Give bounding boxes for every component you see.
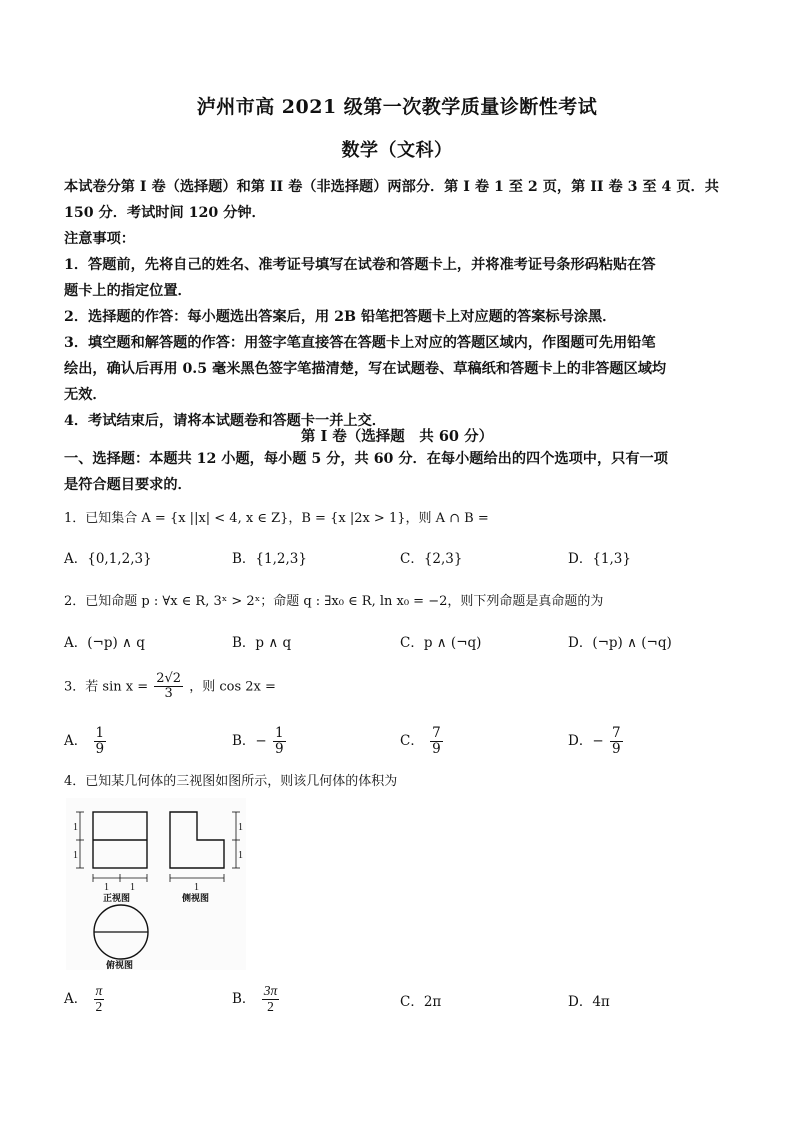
notice-item-3-cont: 绘出，确认后再用 0.5 毫米黑色签字笔描清楚，写在试题卷、草稿纸和答题卡上的非答题区域均	[64, 361, 667, 377]
intro-line: 本试卷分第 I 卷（选择题）和第 II 卷（非选择题）两部分．第 I 卷 1 至 2 页，第 II 卷 3 至 4 页．共	[64, 179, 719, 195]
q2-option-c: C．p ∧ (¬q)	[400, 635, 482, 651]
intro-text	[64, 174, 734, 434]
q4-option-a	[64, 984, 106, 1015]
section-title: 第 I 卷（选择题 共 60 分）	[300, 428, 494, 445]
top-view-label: 俯视图	[106, 961, 134, 970]
q4-option-b	[232, 984, 281, 1015]
question-1-stem: 1．已知集合 A = {x ||x| < 4, x ∈ Z}，B = {x |2x > 1}，则 A ∩ B =	[64, 511, 489, 526]
q1-option-b: B．{1,2,3}	[232, 551, 307, 567]
q3-option-c-den: 9	[432, 740, 441, 757]
q4-option-a-den: 2	[95, 998, 103, 1014]
q4-option-d: D．4π	[568, 994, 610, 1010]
q1-option-a: A．{0,1,2,3}	[64, 551, 152, 567]
question-4-stem: 4．已知某几何体的三视图如图所示，则该几何体的体积为	[64, 774, 398, 789]
section-description	[64, 446, 734, 498]
q3-option-a-den: 9	[95, 740, 105, 757]
notice-item-4: 4．考试结束后，请将本试题卷和答题卡一并上交．	[64, 413, 386, 429]
dim-label: 1	[73, 822, 78, 833]
q4-option-b-label: B．	[232, 990, 256, 1007]
three-view-figure	[66, 798, 246, 970]
notice-item-3-cont: 无效．	[64, 387, 107, 403]
notice-item-2: 2．选择题的作答：每小题选出答案后，用 2B 铅笔把答题卡上对应题的答案标号涂黑．	[64, 309, 617, 325]
q3-option-c-label: C．	[400, 732, 424, 749]
q3-option-d-num: 7	[611, 725, 621, 741]
dim-label: 1	[73, 850, 78, 861]
q2-option-a: A．(¬p) ∧ q	[64, 635, 145, 651]
q3-stem-suffix: ，则 cos 2x =	[189, 679, 276, 695]
dim-label: 1	[238, 822, 243, 833]
dim-label: 1	[130, 882, 135, 893]
q3-fraction	[154, 672, 183, 702]
q3-option-b-den: 9	[275, 740, 284, 757]
dim-label: 1	[194, 882, 199, 893]
dim-label: 1	[104, 882, 109, 893]
q3-option-c-num: 7	[432, 725, 441, 741]
side-view-label: 侧视图	[182, 894, 210, 904]
q1-option-d: D．{1,3}	[568, 551, 631, 567]
q3-option-a-label: A．	[64, 732, 88, 749]
q3-stem-prefix: 3．若 sin x =	[64, 679, 149, 695]
q3-fraction-denominator: 3	[164, 686, 173, 702]
q3-fraction-numerator: 2√2	[156, 671, 182, 686]
notice-item-3: 3．填空题和解答题的作答：用签字笔直接答在答题卡上对应的答题区域内，作图题可先用铅笔	[64, 335, 656, 351]
notice-title: 注意事项：	[64, 231, 135, 247]
q4-option-a-num: π	[95, 983, 103, 998]
notice-item-1-cont: 题卡上的指定位置．	[64, 283, 192, 299]
section-desc-line: 一、选择题：本题共 12 小题，每小题 5 分，共 60 分．在每小题给出的四个选项中，只有一项	[64, 451, 668, 467]
q4-option-a-label: A．	[64, 990, 88, 1007]
question-3-stem	[64, 672, 276, 702]
q3-option-a	[64, 726, 108, 757]
question-2-stem: 2．已知命题 p : ∀x ∈ R, 3ˣ > 2ˣ；命题 q : ∃x₀ ∈ R, ln x₀ = −2，则下列命题是真命题的为	[64, 594, 604, 609]
dim-label: 1	[238, 850, 243, 861]
q2-option-b: B．p ∧ q	[232, 635, 292, 651]
exam-subtitle: 数学（文科）	[341, 140, 453, 161]
q3-option-c	[400, 726, 445, 757]
front-view-label: 正视图	[103, 894, 131, 904]
intro-line: 150 分．考试时间 120 分钟．	[64, 205, 266, 221]
exam-title: 泸州市高 2021 级第一次教学质量诊断性考试	[196, 96, 598, 118]
q3-option-b	[232, 726, 288, 757]
q4-option-c: C．2π	[400, 994, 442, 1010]
q4-option-b-den: 2	[267, 998, 274, 1014]
q3-option-a-num: 1	[95, 725, 105, 741]
q4-option-b-num: 3π	[263, 983, 278, 998]
q3-option-d-label: D．−	[568, 732, 604, 749]
section-desc-line: 是符合题目要求的．	[64, 477, 192, 493]
q3-option-d	[568, 726, 625, 757]
q3-option-d-den: 9	[611, 740, 621, 757]
q3-option-b-label: B．−	[232, 732, 267, 749]
notice-item-1: 1．答题前，先将自己的姓名、准考证号填写在试卷和答题卡上，并将准考证号条形码粘贴在答	[64, 257, 656, 273]
q2-option-d: D．(¬p) ∧ (¬q)	[568, 635, 672, 651]
q3-option-b-num: 1	[275, 725, 284, 741]
q1-option-c: C．{2,3}	[400, 551, 463, 567]
